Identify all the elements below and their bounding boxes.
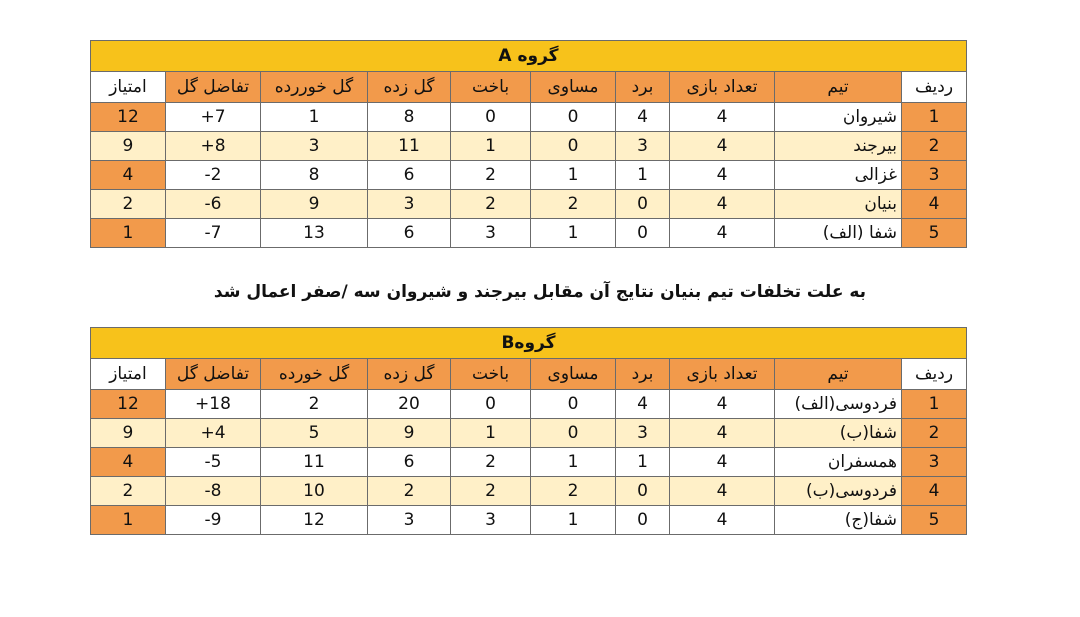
goal-difference-cell: 18+ (166, 390, 261, 419)
won-cell: 0 (616, 190, 670, 219)
won-cell: 1 (616, 448, 670, 477)
header-lost: باخت (451, 72, 531, 103)
drawn-cell: 1 (531, 219, 616, 248)
team-cell: شیروان (775, 103, 902, 132)
table-row (90, 448, 966, 477)
goals-against-cell: 1 (261, 103, 368, 132)
table-row (90, 219, 966, 248)
goals-for-cell: 20 (368, 390, 451, 419)
rank-cell: 4 (902, 190, 967, 219)
goals-for-cell: 6 (368, 448, 451, 477)
played-cell: 4 (670, 419, 775, 448)
goal-difference-cell: 8+ (166, 132, 261, 161)
points-cell: 2 (90, 477, 165, 506)
rank-cell: 2 (902, 419, 967, 448)
header-goals-for: گل زده (368, 72, 451, 103)
lost-cell: 1 (451, 132, 531, 161)
group-b-header-row (90, 359, 966, 390)
header-played: تعداد بازی (670, 359, 775, 390)
lost-cell: 3 (451, 506, 531, 535)
header-goal-difference: تفاضل گل (166, 359, 261, 390)
goal-difference-cell: 6- (166, 190, 261, 219)
goals-against-cell: 3 (261, 132, 368, 161)
goals-against-cell: 10 (261, 477, 368, 506)
goal-difference-cell: 5- (166, 448, 261, 477)
header-won: برد (616, 359, 670, 390)
goals-against-cell: 11 (261, 448, 368, 477)
header-points: امتیاز (90, 359, 165, 390)
points-cell: 4 (90, 448, 165, 477)
header-goals-against: گل خورده (261, 359, 368, 390)
goals-for-cell: 2 (368, 477, 451, 506)
header-goal-difference: تفاضل گل (166, 72, 261, 103)
lost-cell: 0 (451, 103, 531, 132)
team-cell: بیرجند (775, 132, 902, 161)
goal-difference-cell: 2- (166, 161, 261, 190)
goals-against-cell: 8 (261, 161, 368, 190)
goals-for-cell: 3 (368, 190, 451, 219)
header-rank: ردیف (902, 72, 967, 103)
header-drawn: مساوی (531, 72, 616, 103)
team-cell: غزالی (775, 161, 902, 190)
points-cell: 2 (90, 190, 165, 219)
points-cell: 4 (90, 161, 165, 190)
won-cell: 3 (616, 419, 670, 448)
header-lost: باخت (451, 359, 531, 390)
played-cell: 4 (670, 132, 775, 161)
won-cell: 0 (616, 219, 670, 248)
team-cell: شفا (الف) (775, 219, 902, 248)
goals-for-cell: 9 (368, 419, 451, 448)
lost-cell: 0 (451, 390, 531, 419)
table-row (90, 477, 966, 506)
goals-for-cell: 6 (368, 219, 451, 248)
goals-for-cell: 6 (368, 161, 451, 190)
header-rank: ردیف (902, 359, 967, 390)
played-cell: 4 (670, 506, 775, 535)
points-cell: 1 (90, 506, 165, 535)
team-cell: همسفران (775, 448, 902, 477)
goals-for-cell: 8 (368, 103, 451, 132)
drawn-cell: 1 (531, 448, 616, 477)
table-row (90, 390, 966, 419)
goals-against-cell: 9 (261, 190, 368, 219)
lost-cell: 2 (451, 190, 531, 219)
header-team: تیم (775, 72, 902, 103)
goals-for-cell: 11 (368, 132, 451, 161)
rank-cell: 4 (902, 477, 967, 506)
drawn-cell: 0 (531, 132, 616, 161)
rank-cell: 2 (902, 132, 967, 161)
goals-against-cell: 12 (261, 506, 368, 535)
points-cell: 9 (90, 419, 165, 448)
rank-cell: 3 (902, 161, 967, 190)
points-cell: 1 (90, 219, 165, 248)
goal-difference-cell: 8- (166, 477, 261, 506)
team-cell: شفا(ج) (775, 506, 902, 535)
group-b-table-block (91, 327, 967, 535)
goals-against-cell: 2 (261, 390, 368, 419)
lost-cell: 3 (451, 219, 531, 248)
disciplinary-note: به علت تخلفات تیم بنیان نتایج آن مقابل بیرجند و شیروان سه /صفر اعمال شد (213, 282, 867, 302)
group-b-standings-table (90, 327, 967, 535)
goals-for-cell: 3 (368, 506, 451, 535)
table-row (90, 419, 966, 448)
drawn-cell: 0 (531, 103, 616, 132)
played-cell: 4 (670, 390, 775, 419)
header-played: تعداد بازی (670, 72, 775, 103)
group-a-table-block (91, 40, 967, 248)
won-cell: 4 (616, 103, 670, 132)
points-cell: 9 (90, 132, 165, 161)
points-cell: 12 (90, 390, 165, 419)
points-cell: 12 (90, 103, 165, 132)
team-cell: شفا(ب) (775, 419, 902, 448)
team-cell: فردوسی(ب) (775, 477, 902, 506)
won-cell: 3 (616, 132, 670, 161)
drawn-cell: 0 (531, 390, 616, 419)
group-a-title: گروه A (90, 41, 966, 72)
rank-cell: 5 (902, 506, 967, 535)
drawn-cell: 1 (531, 506, 616, 535)
goal-difference-cell: 7- (166, 219, 261, 248)
table-row (90, 506, 966, 535)
won-cell: 0 (616, 506, 670, 535)
header-points: امتیاز (90, 72, 165, 103)
lost-cell: 2 (451, 448, 531, 477)
played-cell: 4 (670, 477, 775, 506)
played-cell: 4 (670, 161, 775, 190)
table-row (90, 190, 966, 219)
drawn-cell: 0 (531, 419, 616, 448)
played-cell: 4 (670, 103, 775, 132)
team-cell: بنیان (775, 190, 902, 219)
played-cell: 4 (670, 448, 775, 477)
won-cell: 4 (616, 390, 670, 419)
rank-cell: 3 (902, 448, 967, 477)
rank-cell: 5 (902, 219, 967, 248)
goals-against-cell: 5 (261, 419, 368, 448)
lost-cell: 1 (451, 419, 531, 448)
goals-against-cell: 13 (261, 219, 368, 248)
drawn-cell: 2 (531, 190, 616, 219)
goal-difference-cell: 4+ (166, 419, 261, 448)
team-cell: فردوسی(الف) (775, 390, 902, 419)
header-team: تیم (775, 359, 902, 390)
header-goals-for: گل زده (368, 359, 451, 390)
group-a-standings-table (90, 40, 967, 248)
group-b-title: گروهB (90, 328, 966, 359)
table-row (90, 161, 966, 190)
header-goals-against: گل خوررده (261, 72, 368, 103)
played-cell: 4 (670, 219, 775, 248)
goal-difference-cell: 9- (166, 506, 261, 535)
played-cell: 4 (670, 190, 775, 219)
goal-difference-cell: 7+ (166, 103, 261, 132)
drawn-cell: 2 (531, 477, 616, 506)
header-won: برد (616, 72, 670, 103)
table-row (90, 103, 966, 132)
lost-cell: 2 (451, 161, 531, 190)
rank-cell: 1 (902, 390, 967, 419)
lost-cell: 2 (451, 477, 531, 506)
header-drawn: مساوی (531, 359, 616, 390)
rank-cell: 1 (902, 103, 967, 132)
table-row (90, 132, 966, 161)
won-cell: 1 (616, 161, 670, 190)
won-cell: 0 (616, 477, 670, 506)
group-a-header-row (90, 72, 966, 103)
drawn-cell: 1 (531, 161, 616, 190)
